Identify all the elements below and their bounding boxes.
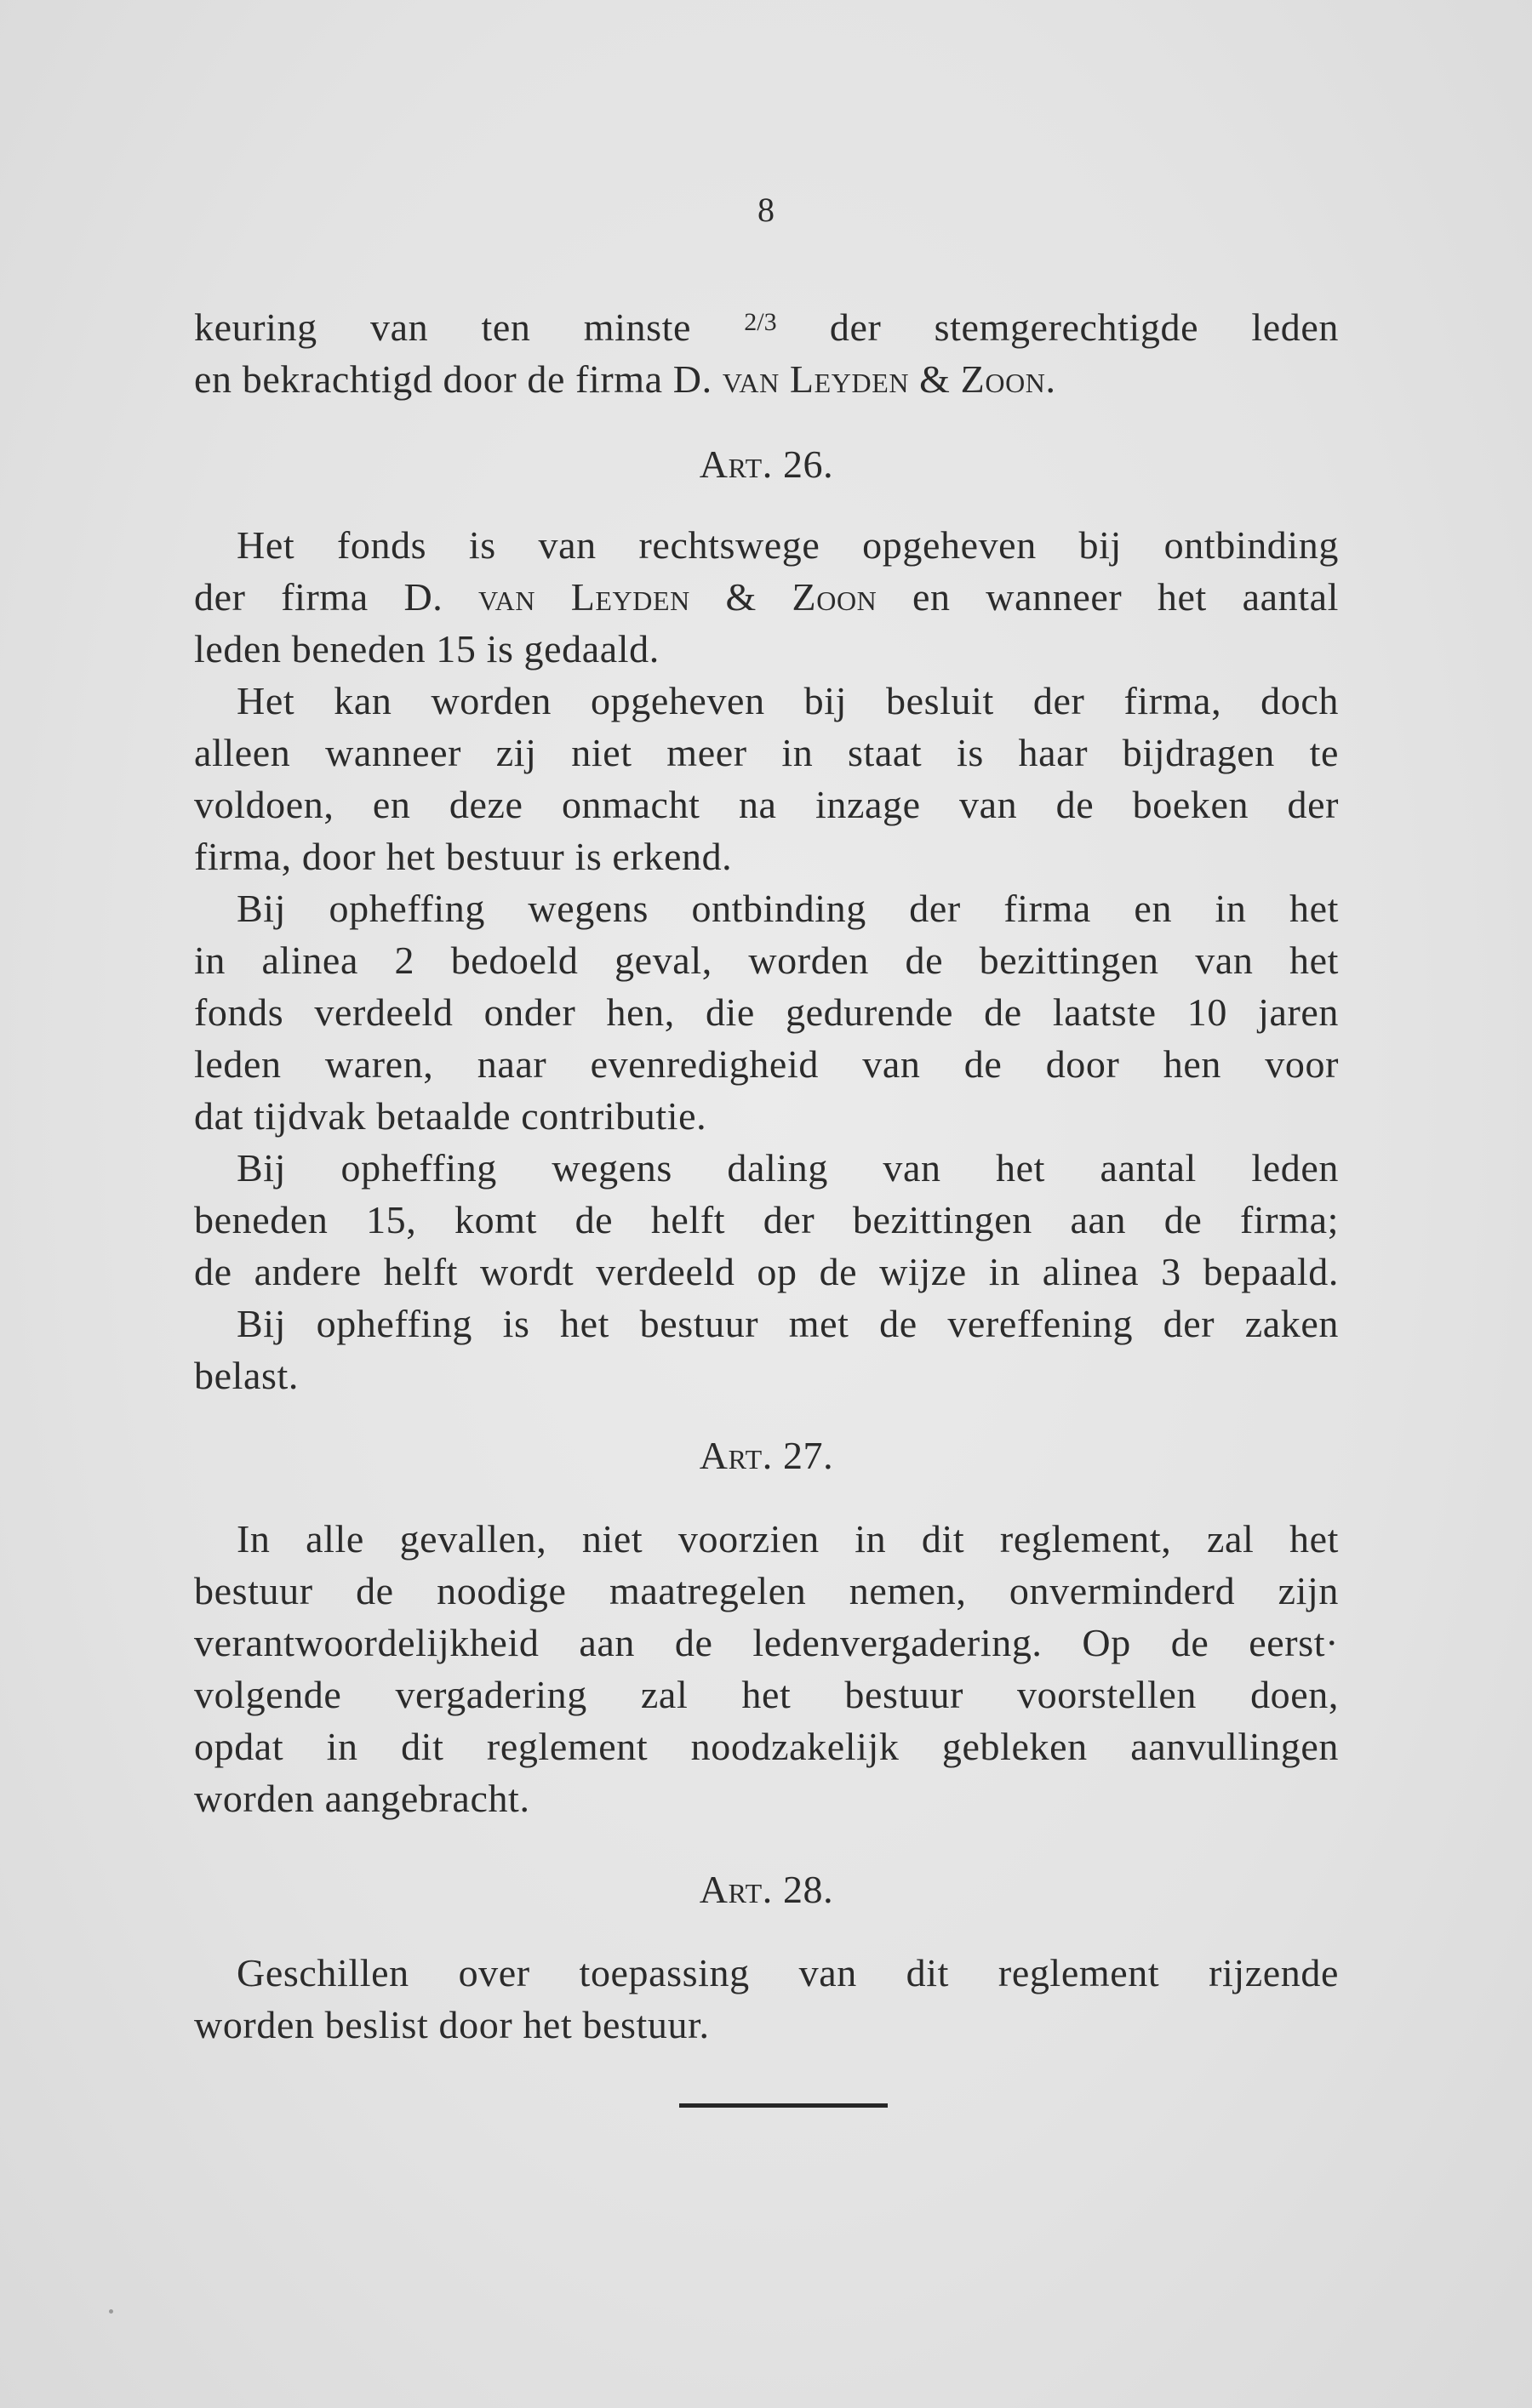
text-line: keuring van ten minste $^{2/3}$ der stemgerechtigde leden (194, 305, 1339, 349)
text-line: leden beneden 15 is gedaald. (194, 627, 660, 670)
text-line: dat tijdvak betaalde contributie. (194, 1094, 707, 1138)
text-line: bestuur de noodige maatregelen nemen, onverminderd zijn (194, 1569, 1339, 1612)
article-28 (194, 1863, 1339, 1915)
text-line: in alinea 2 bedoeld geval, worden de bezittingen van het (194, 939, 1339, 982)
text-line: worden beslist door het bestuur. (194, 2003, 710, 2046)
text-line: verantwoordelijkheid aan de ledenvergadering. Op de eerst· (194, 1621, 1339, 1664)
text-line: firma, door het bestuur is erkend. (194, 835, 733, 878)
firm-name: van Leyden (478, 575, 690, 619)
intro-block (194, 296, 1339, 405)
text-line: beneden 15, komt de helft der bezittingen aan de firma; (194, 1198, 1339, 1241)
text-line: Het fonds is van rechtswege opgeheven bij ontbinding (237, 523, 1339, 567)
closing-rule (679, 2103, 888, 2108)
paper-speck (109, 2309, 113, 2314)
text-line: de andere helft wordt verdeeld op de wijze in alinea 3 bepaald. (194, 1250, 1339, 1293)
article-26-body (194, 519, 1339, 1401)
article-heading: Art. 28. (699, 1868, 834, 1911)
text-line: Bij opheffing wegens daling van het aantal leden (237, 1146, 1339, 1190)
firm-zoon: Zoon (792, 575, 877, 619)
text-line: alleen wanneer zij niet meer in staat is haar bijdragen te (194, 731, 1339, 774)
page-number: 8 (757, 191, 775, 229)
article-heading: Art. 27. (699, 1434, 834, 1477)
text-line: belast. (194, 1354, 299, 1397)
article-26 (194, 438, 1339, 490)
article-27 (194, 1429, 1339, 1481)
text-line: Bij opheffing wegens ontbinding der firma en in het (237, 887, 1339, 930)
article-27-body (194, 1513, 1339, 1824)
text-line: fonds verdeeld onder hen, die gedurende de laatste 10 jaren (194, 990, 1339, 1034)
article-28-body (194, 1947, 1339, 2051)
text-line: opdat in dit reglement noodzakelijk gebleken aanvullingen (194, 1725, 1339, 1768)
text-line: der firma D. van Leyden & Zoon en wanneer het aantal (194, 575, 1339, 619)
fraction-two-thirds: 2/3 (744, 308, 777, 336)
text-line: en bekrachtigd door de firma D. van Leyden & Zoon. (194, 357, 1056, 401)
text-line: Bij opheffing is het bestuur met de vereffening der zaken (237, 1302, 1339, 1345)
text-line: Geschillen over toepassing van dit reglement rijzende (237, 1951, 1339, 1994)
text-line: voldoen, en deze onmacht na inzage van de boeken der (194, 783, 1339, 826)
text-line: Het kan worden opgeheven bij besluit der firma, doch (237, 679, 1339, 722)
text-line: volgende vergadering zal het bestuur voorstellen doen, (194, 1673, 1339, 1716)
text-line: worden aangebracht. (194, 1777, 530, 1820)
firm-zoon: Zoon (960, 357, 1046, 401)
text-line: In alle gevallen, niet voorzien in dit reglement, zal het (237, 1517, 1339, 1561)
article-heading: Art. 26. (699, 442, 834, 486)
text-line: leden waren, naar evenredigheid van de door hen voor (194, 1042, 1339, 1086)
firm-name: van Leyden (722, 357, 910, 401)
